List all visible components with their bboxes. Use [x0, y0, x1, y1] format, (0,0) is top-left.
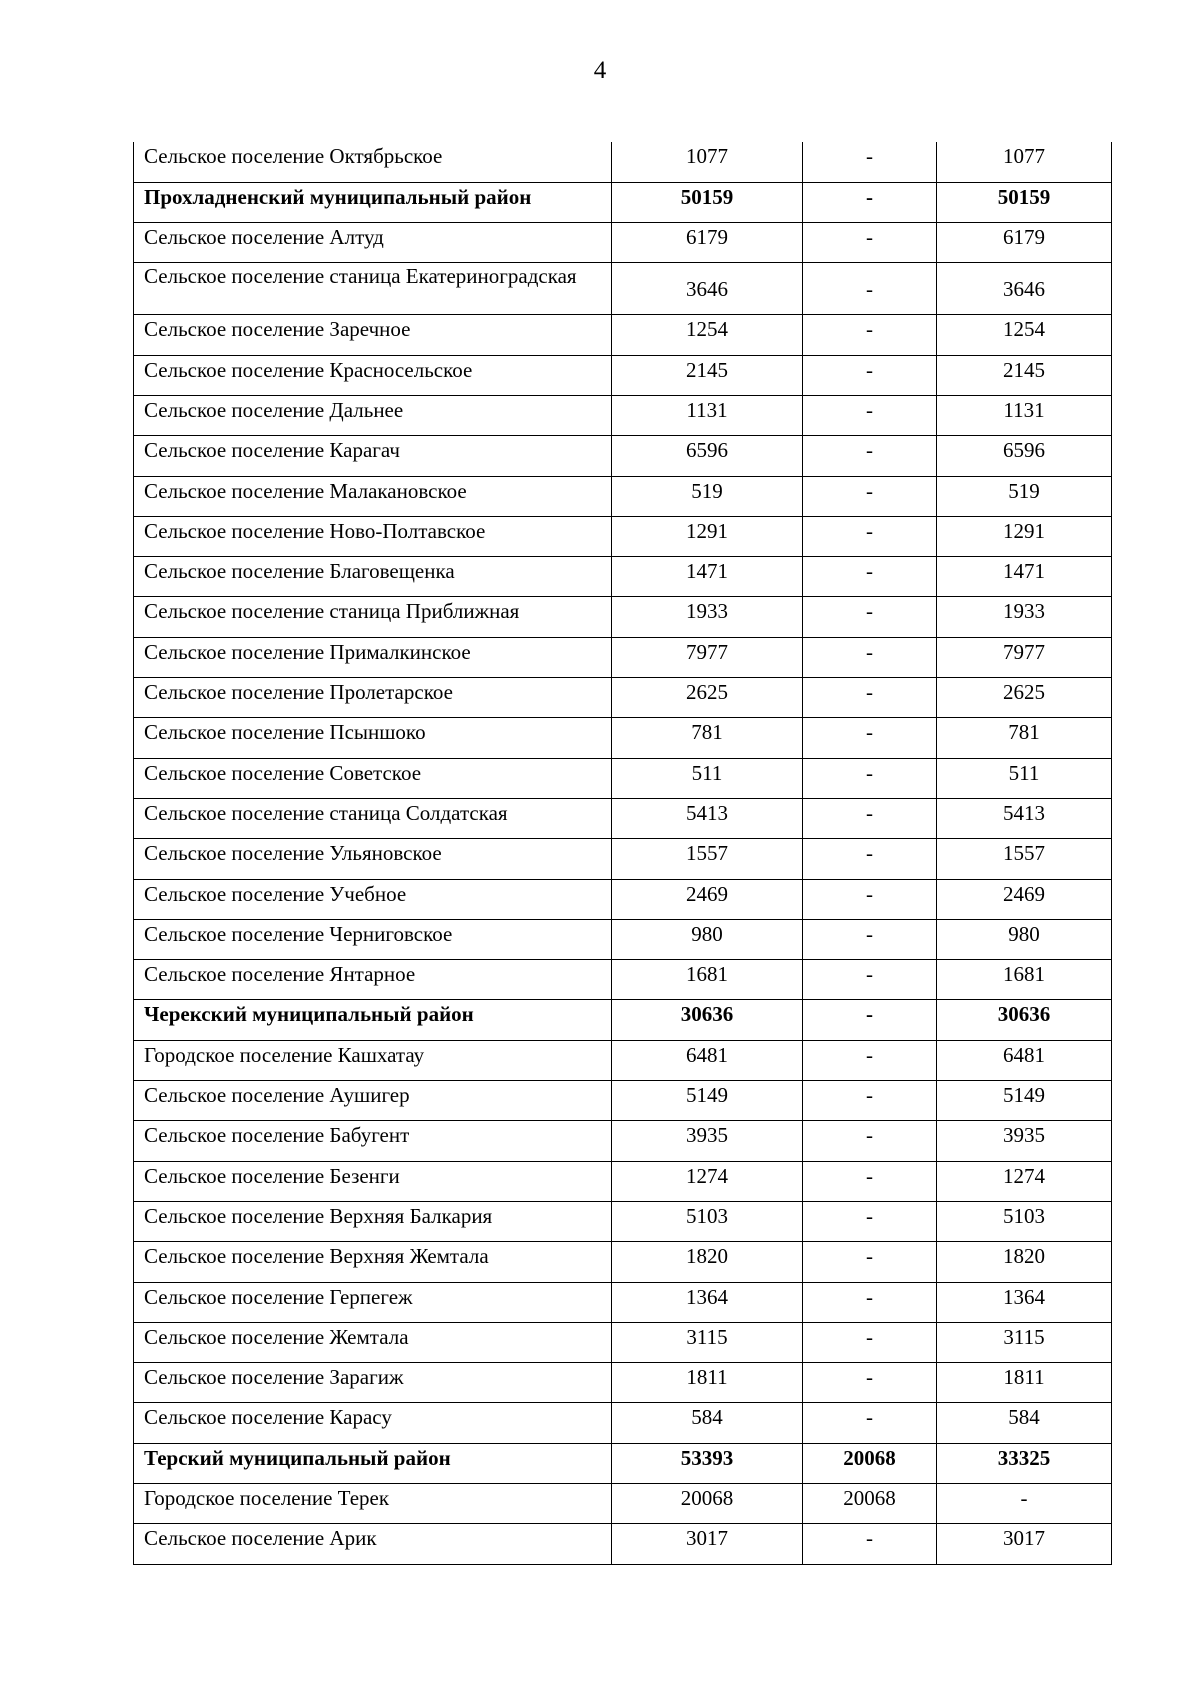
table-row: [134, 678, 1112, 718]
cell-value-1: 5103: [612, 1201, 803, 1241]
cell-value-3: 519: [937, 476, 1112, 516]
cell-name: Сельское поселение Верхняя Балкария: [134, 1201, 612, 1241]
cell-value-3: 1811: [937, 1363, 1112, 1403]
cell-value-3: 781: [937, 718, 1112, 758]
cell-value-1: 1077: [612, 142, 803, 182]
cell-name: Сельское поселение станица Приближная: [134, 597, 612, 637]
cell-value-2: -: [803, 557, 937, 597]
cell-value-1: 50159: [612, 182, 803, 222]
table-row: [134, 1081, 1112, 1121]
table-row: [134, 395, 1112, 435]
cell-value-1: 1254: [612, 315, 803, 355]
cell-value-3: 1471: [937, 557, 1112, 597]
cell-name: Городское поселение Терек: [134, 1484, 612, 1524]
cell-value-3: 3935: [937, 1121, 1112, 1161]
table-row: [134, 1403, 1112, 1443]
cell-value-2: -: [803, 1040, 937, 1080]
cell-name: Сельское поселение Малакановское: [134, 476, 612, 516]
table-row: [134, 476, 1112, 516]
cell-value-1: 3115: [612, 1322, 803, 1362]
cell-value-1: 1933: [612, 597, 803, 637]
cell-name: Сельское поселение Янтарное: [134, 960, 612, 1000]
cell-value-2: 20068: [803, 1443, 937, 1483]
table-body: [134, 142, 1112, 1564]
cell-value-1: 1274: [612, 1161, 803, 1201]
table-row: [134, 597, 1112, 637]
cell-value-1: 6596: [612, 436, 803, 476]
cell-value-1: 6179: [612, 223, 803, 263]
cell-value-1: 1681: [612, 960, 803, 1000]
cell-name: Сельское поселение Псыншоко: [134, 718, 612, 758]
cell-value-3: 7977: [937, 637, 1112, 677]
table-row-district: [134, 182, 1112, 222]
table-row: [134, 879, 1112, 919]
cell-name: Сельское поселение Ново-Полтавское: [134, 516, 612, 556]
cell-value-3: 584: [937, 1403, 1112, 1443]
table-row: [134, 263, 1112, 315]
cell-value-3: 511: [937, 758, 1112, 798]
cell-value-1: 1557: [612, 839, 803, 879]
cell-name: Сельское поселение Заречное: [134, 315, 612, 355]
cell-value-2: -: [803, 597, 937, 637]
table-row: [134, 1201, 1112, 1241]
cell-value-1: 980: [612, 919, 803, 959]
cell-name: Прохладненский муниципальный район: [134, 182, 612, 222]
cell-value-2: -: [803, 839, 937, 879]
table-row: [134, 1121, 1112, 1161]
cell-value-2: -: [803, 1403, 937, 1443]
cell-value-3: 1364: [937, 1282, 1112, 1322]
table-row: [134, 142, 1112, 182]
cell-value-2: -: [803, 1161, 937, 1201]
cell-value-2: -: [803, 637, 937, 677]
cell-value-3: 2145: [937, 355, 1112, 395]
cell-value-1: 3935: [612, 1121, 803, 1161]
cell-value-3: 33325: [937, 1443, 1112, 1483]
cell-value-3: 3115: [937, 1322, 1112, 1362]
cell-value-2: -: [803, 476, 937, 516]
table-row: [134, 637, 1112, 677]
cell-value-2: 20068: [803, 1484, 937, 1524]
cell-name: Сельское поселение Зарагиж: [134, 1363, 612, 1403]
cell-value-1: 7977: [612, 637, 803, 677]
cell-value-1: 2145: [612, 355, 803, 395]
cell-value-3: -: [937, 1484, 1112, 1524]
table-row: [134, 436, 1112, 476]
cell-name: Сельское поселение Алтуд: [134, 223, 612, 263]
cell-value-1: 3017: [612, 1524, 803, 1564]
cell-value-3: 30636: [937, 1000, 1112, 1040]
cell-value-2: -: [803, 182, 937, 222]
cell-value-3: 1557: [937, 839, 1112, 879]
cell-name: Сельское поселение Дальнее: [134, 395, 612, 435]
cell-value-1: 1364: [612, 1282, 803, 1322]
cell-name: Сельское поселение Верхняя Жемтала: [134, 1242, 612, 1282]
cell-name: Сельское поселение станица Екатериноградская: [134, 263, 612, 315]
page-number: 4: [593, 57, 607, 84]
cell-value-3: 1820: [937, 1242, 1112, 1282]
cell-name: Сельское поселение Красносельское: [134, 355, 612, 395]
table-row: [134, 960, 1112, 1000]
cell-value-3: 1077: [937, 142, 1112, 182]
cell-value-2: -: [803, 142, 937, 182]
cell-value-2: -: [803, 516, 937, 556]
cell-value-2: -: [803, 1000, 937, 1040]
cell-value-2: -: [803, 263, 937, 315]
cell-name: Сельское поселение Арик: [134, 1524, 612, 1564]
cell-name: Сельское поселение Безенги: [134, 1161, 612, 1201]
cell-value-1: 1820: [612, 1242, 803, 1282]
table-row: [134, 1282, 1112, 1322]
cell-value-1: 20068: [612, 1484, 803, 1524]
cell-value-2: -: [803, 1081, 937, 1121]
cell-value-2: -: [803, 798, 937, 838]
cell-value-2: -: [803, 758, 937, 798]
cell-value-2: -: [803, 355, 937, 395]
table-row: [134, 1040, 1112, 1080]
cell-value-3: 1274: [937, 1161, 1112, 1201]
table-row: [134, 1242, 1112, 1282]
cell-name: Сельское поселение Ульяновское: [134, 839, 612, 879]
cell-value-1: 1811: [612, 1363, 803, 1403]
cell-value-1: 511: [612, 758, 803, 798]
cell-value-2: -: [803, 1322, 937, 1362]
cell-value-3: 5103: [937, 1201, 1112, 1241]
cell-name: Сельское поселение Аушигер: [134, 1081, 612, 1121]
cell-value-3: 1254: [937, 315, 1112, 355]
cell-name: Сельское поселение Пролетарское: [134, 678, 612, 718]
cell-value-2: -: [803, 879, 937, 919]
cell-value-3: 6179: [937, 223, 1112, 263]
cell-value-3: 1933: [937, 597, 1112, 637]
cell-value-3: 6481: [937, 1040, 1112, 1080]
cell-value-3: 50159: [937, 182, 1112, 222]
cell-name: Терский муниципальный район: [134, 1443, 612, 1483]
table-row: [134, 718, 1112, 758]
table-row: [134, 1484, 1112, 1524]
cell-value-3: 6596: [937, 436, 1112, 476]
cell-value-2: -: [803, 223, 937, 263]
cell-name: Сельское поселение Карасу: [134, 1403, 612, 1443]
cell-name: Сельское поселение станица Солдатская: [134, 798, 612, 838]
cell-value-3: 1681: [937, 960, 1112, 1000]
cell-value-3: 1291: [937, 516, 1112, 556]
cell-value-1: 781: [612, 718, 803, 758]
cell-name: Сельское поселение Карагач: [134, 436, 612, 476]
table-row: [134, 557, 1112, 597]
cell-name: Сельское поселение Прималкинское: [134, 637, 612, 677]
cell-value-1: 1291: [612, 516, 803, 556]
cell-value-2: -: [803, 1201, 937, 1241]
table-row: [134, 1161, 1112, 1201]
cell-value-1: 53393: [612, 1443, 803, 1483]
table-row: [134, 516, 1112, 556]
cell-value-1: 5149: [612, 1081, 803, 1121]
table-row: [134, 1322, 1112, 1362]
cell-name: Сельское поселение Черниговское: [134, 919, 612, 959]
cell-name: Сельское поселение Благовещенка: [134, 557, 612, 597]
cell-value-2: -: [803, 919, 937, 959]
cell-name: Сельское поселение Октябрьское: [134, 142, 612, 182]
cell-value-2: -: [803, 678, 937, 718]
cell-value-2: -: [803, 1282, 937, 1322]
cell-value-3: 980: [937, 919, 1112, 959]
cell-value-3: 5149: [937, 1081, 1112, 1121]
table-row: [134, 839, 1112, 879]
cell-name: Сельское поселение Герпегеж: [134, 1282, 612, 1322]
cell-value-2: -: [803, 1121, 937, 1161]
cell-value-1: 2469: [612, 879, 803, 919]
cell-name: Сельское поселение Жемтала: [134, 1322, 612, 1362]
cell-value-2: -: [803, 436, 937, 476]
cell-value-2: -: [803, 395, 937, 435]
cell-value-3: 2469: [937, 879, 1112, 919]
cell-value-1: 2625: [612, 678, 803, 718]
table-row: [134, 315, 1112, 355]
cell-value-1: 584: [612, 1403, 803, 1443]
cell-value-2: -: [803, 1363, 937, 1403]
table-row: [134, 1524, 1112, 1564]
table-row-district: [134, 1000, 1112, 1040]
cell-name: Сельское поселение Бабугент: [134, 1121, 612, 1161]
cell-value-2: -: [803, 1524, 937, 1564]
population-table: [133, 142, 1112, 1565]
cell-value-1: 30636: [612, 1000, 803, 1040]
cell-value-1: 1131: [612, 395, 803, 435]
cell-value-1: 519: [612, 476, 803, 516]
cell-value-3: 3017: [937, 1524, 1112, 1564]
table-row: [134, 355, 1112, 395]
cell-name: Сельское поселение Советское: [134, 758, 612, 798]
cell-value-2: -: [803, 1242, 937, 1282]
table-row: [134, 223, 1112, 263]
cell-value-3: 1131: [937, 395, 1112, 435]
table-row: [134, 798, 1112, 838]
cell-value-1: 5413: [612, 798, 803, 838]
table-row-district: [134, 1443, 1112, 1483]
cell-value-3: 2625: [937, 678, 1112, 718]
cell-value-3: 3646: [937, 263, 1112, 315]
cell-name: Сельское поселение Учебное: [134, 879, 612, 919]
cell-name: Черекский муниципальный район: [134, 1000, 612, 1040]
cell-value-2: -: [803, 960, 937, 1000]
cell-value-2: -: [803, 315, 937, 355]
table-row: [134, 758, 1112, 798]
cell-value-1: 3646: [612, 263, 803, 315]
cell-value-1: 6481: [612, 1040, 803, 1080]
table-row: [134, 919, 1112, 959]
table-row: [134, 1363, 1112, 1403]
cell-value-3: 5413: [937, 798, 1112, 838]
cell-value-1: 1471: [612, 557, 803, 597]
cell-value-2: -: [803, 718, 937, 758]
cell-name: Городское поселение Кашхатау: [134, 1040, 612, 1080]
